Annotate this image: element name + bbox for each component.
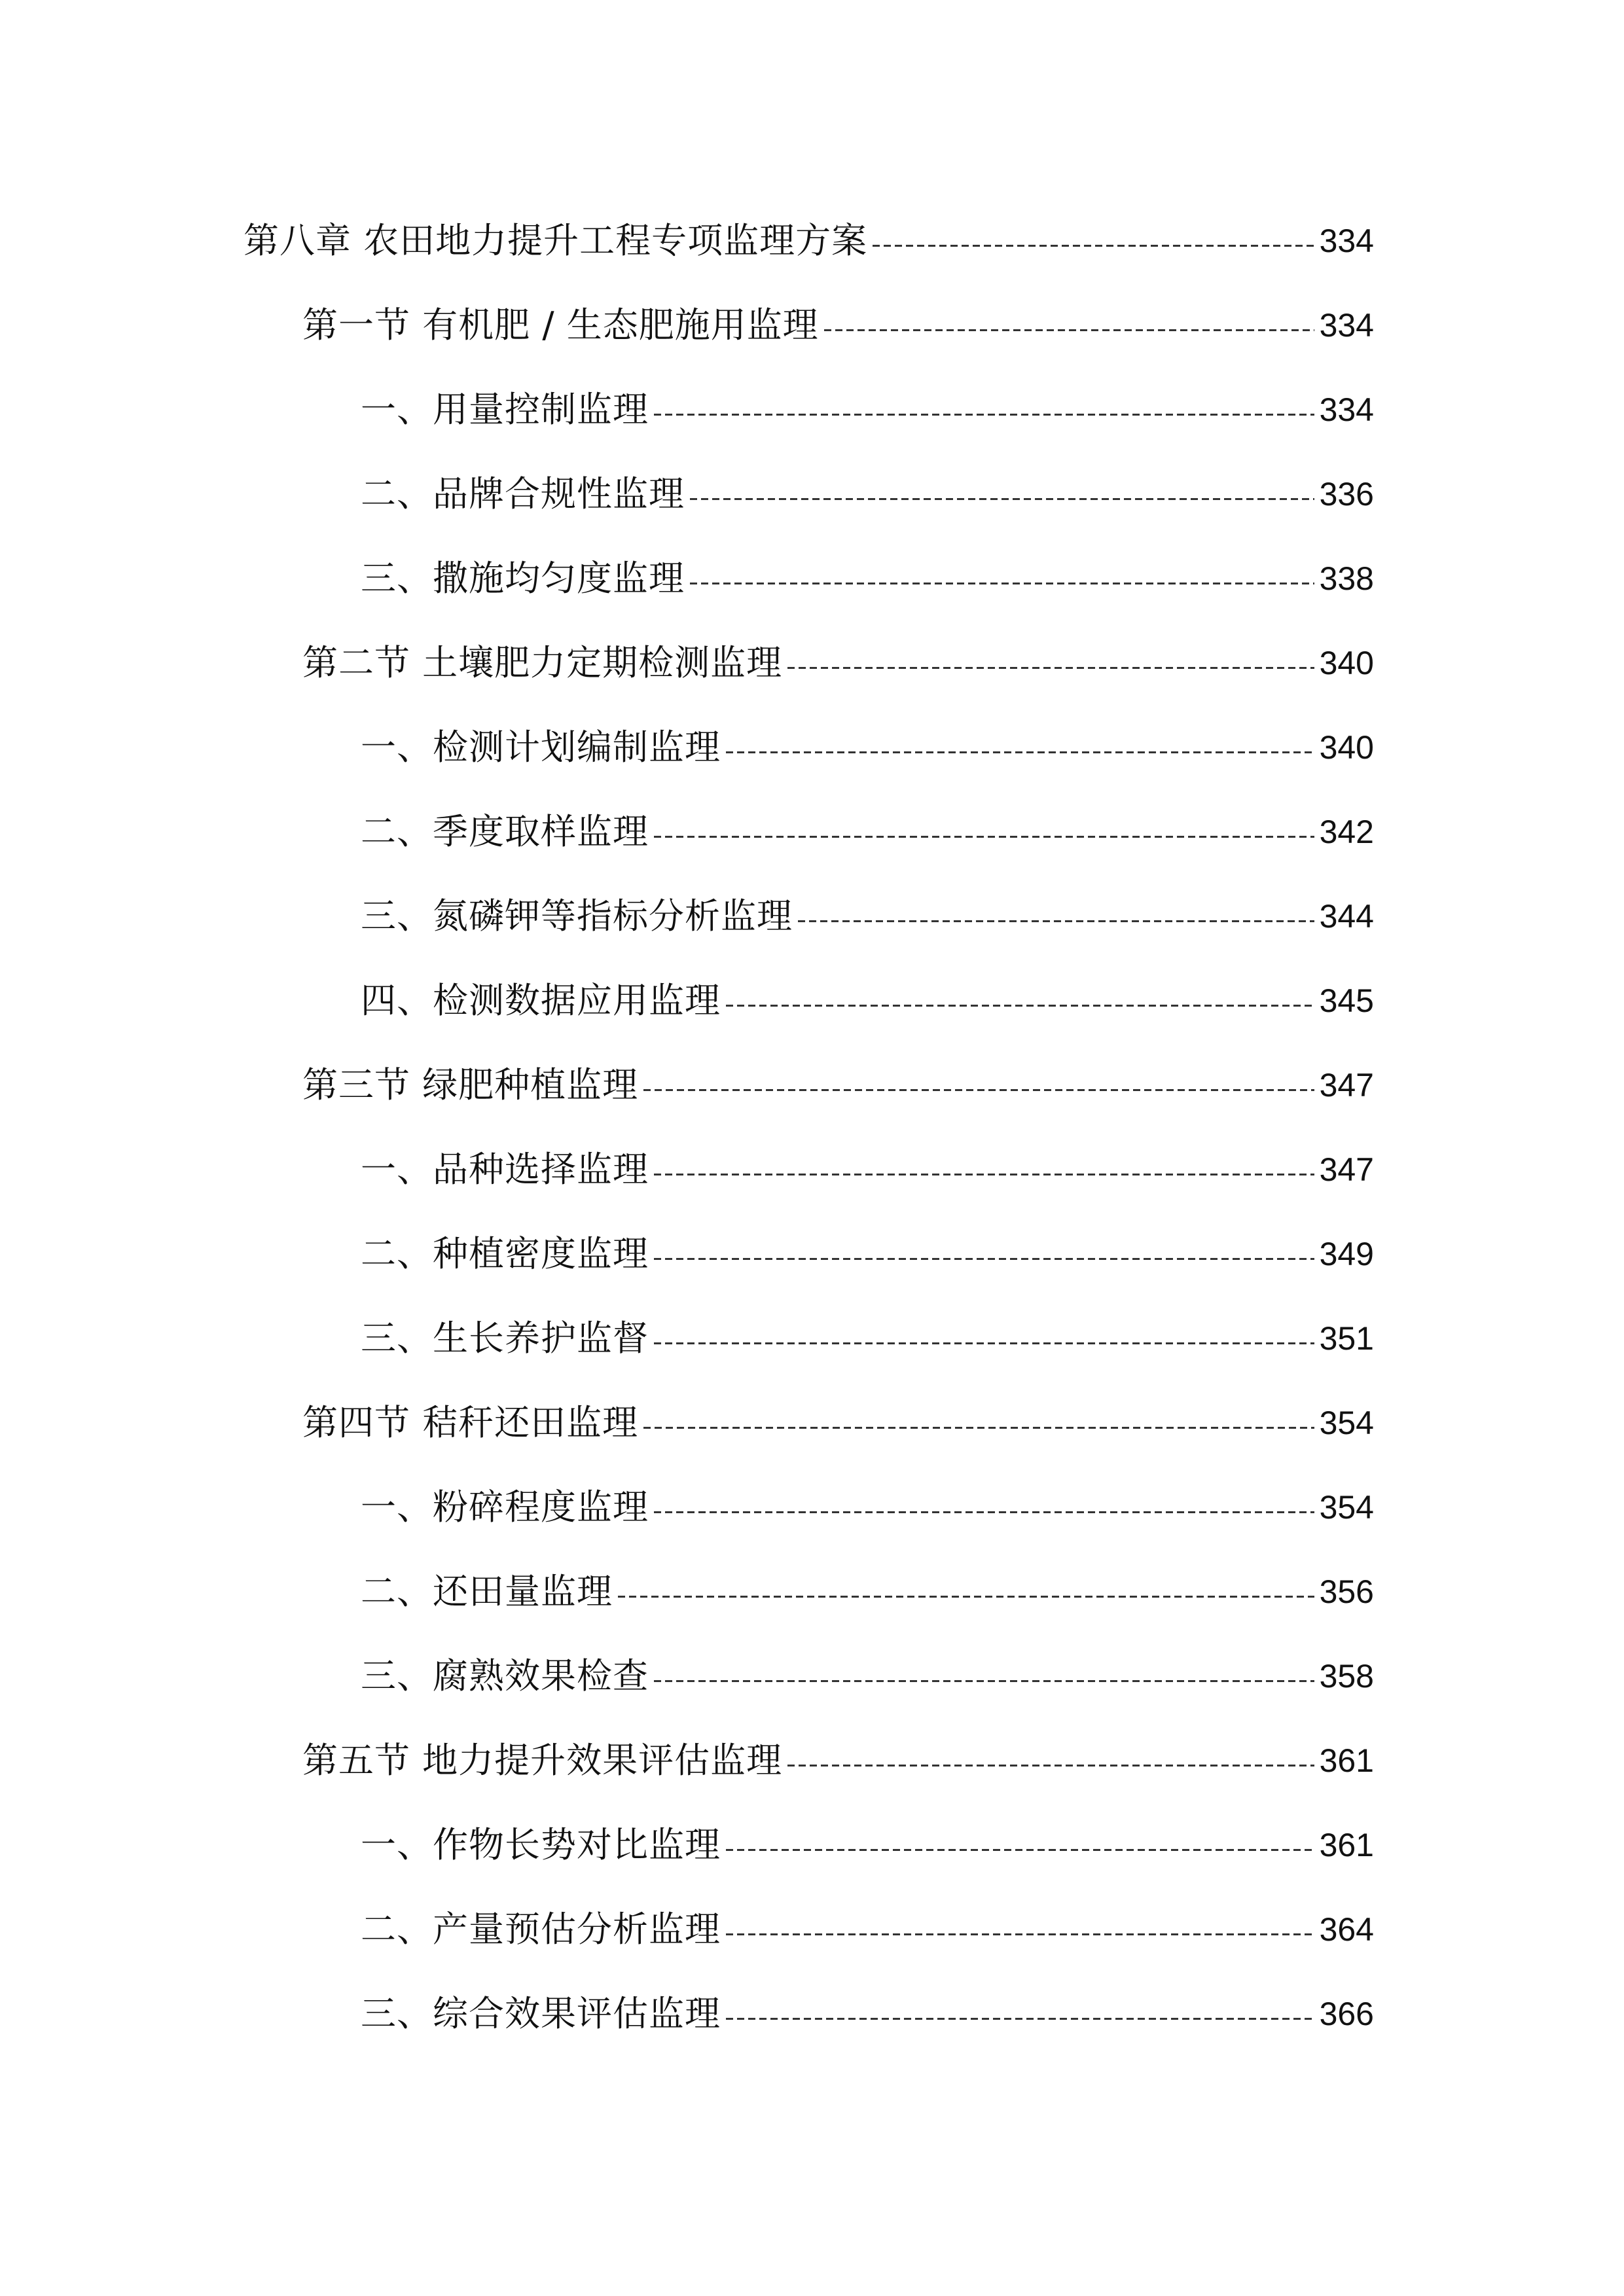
toc-entry-page-number: 334 [1319, 223, 1374, 259]
toc-entry-label: 第一节 有机肥 / 生态肥施用监理 [302, 304, 819, 346]
toc-entry-section-2[interactable] [302, 637, 1374, 689]
toc-entry-subsection[interactable] [361, 1143, 1374, 1196]
toc-entry-subsection[interactable] [361, 721, 1374, 774]
toc-entry-subsection[interactable] [361, 1228, 1374, 1280]
dot-leader [654, 806, 1314, 858]
toc-entry-label: 三、氮磷钾等指标分析监理 [361, 895, 793, 937]
dot-leader [726, 721, 1314, 774]
toc-entry-label: 二、还田量监理 [361, 1571, 613, 1612]
dot-leader [654, 1143, 1314, 1196]
toc-entry-label: 一、品种选择监理 [361, 1149, 649, 1190]
toc-entry-page-number: 349 [1319, 1236, 1374, 1272]
toc-entry-subsection[interactable] [361, 384, 1374, 436]
dot-leader [654, 1228, 1314, 1280]
dot-leader [824, 299, 1314, 351]
toc-entry-label: 三、综合效果评估监理 [361, 1993, 721, 2034]
toc-entry-label: 第三节 绿肥种植监理 [302, 1064, 639, 1105]
dot-leader [873, 215, 1314, 267]
dot-leader [654, 1312, 1314, 1365]
toc-entry-chapter-8[interactable] [244, 215, 1374, 267]
dot-leader [798, 890, 1314, 942]
dot-leader [726, 1903, 1314, 1956]
dot-leader [690, 468, 1314, 520]
toc-entry-page-number: 361 [1319, 1827, 1374, 1863]
dot-leader [618, 1566, 1314, 1618]
toc-entry-page-number: 364 [1319, 1911, 1374, 1948]
toc-entry-subsection[interactable] [361, 806, 1374, 858]
toc-entry-subsection[interactable] [361, 1650, 1374, 1702]
toc-entry-label: 第五节 地力提升效果评估监理 [302, 1740, 783, 1781]
toc-entry-label: 二、产量预估分析监理 [361, 1909, 721, 1950]
toc-entry-label: 二、季度取样监理 [361, 811, 649, 852]
toc-entry-label: 一、检测计划编制监理 [361, 726, 721, 768]
toc-entry-label: 一、作物长势对比监理 [361, 1824, 721, 1865]
toc-entry-section-4[interactable] [302, 1397, 1374, 1449]
toc-entry-page-number: 358 [1319, 1658, 1374, 1695]
toc-entry-label: 二、品牌合规性监理 [361, 473, 685, 514]
toc-entry-page-number: 338 [1319, 560, 1374, 597]
toc-entry-page-number: 334 [1319, 391, 1374, 428]
dot-leader [726, 1988, 1314, 2040]
toc-entry-label: 一、粉碎程度监理 [361, 1486, 649, 1528]
toc-entry-label: 三、生长养护监督 [361, 1318, 649, 1359]
toc-entry-section-3[interactable] [302, 1059, 1374, 1111]
toc-entry-subsection[interactable] [361, 1988, 1374, 2040]
toc-entry-subsection[interactable] [361, 1312, 1374, 1365]
toc-entry-page-number: 340 [1319, 729, 1374, 766]
dot-leader [726, 1819, 1314, 1871]
toc-entry-page-number: 342 [1319, 814, 1374, 850]
toc-entry-subsection[interactable] [361, 890, 1374, 942]
toc-entry-page-number: 334 [1319, 307, 1374, 344]
toc-entry-page-number: 361 [1319, 1742, 1374, 1779]
toc-entry-page-number: 354 [1319, 1489, 1374, 1526]
toc-entry-section-1[interactable] [302, 299, 1374, 351]
toc-entry-subsection[interactable] [361, 1903, 1374, 1956]
toc-entry-subsection[interactable] [361, 1819, 1374, 1871]
toc-entry-label: 第四节 秸秆还田监理 [302, 1402, 639, 1443]
toc-entry-subsection[interactable] [361, 975, 1374, 1027]
toc-entry-label: 三、腐熟效果检查 [361, 1655, 649, 1696]
toc-entry-subsection[interactable] [361, 552, 1374, 605]
toc-entry-page-number: 351 [1319, 1320, 1374, 1357]
toc-entry-page-number: 354 [1319, 1405, 1374, 1441]
dot-leader [654, 1650, 1314, 1702]
toc-entry-page-number: 345 [1319, 982, 1374, 1019]
toc-entry-page-number: 356 [1319, 1573, 1374, 1610]
dot-leader [787, 637, 1314, 689]
toc-entry-subsection[interactable] [361, 1481, 1374, 1534]
toc-entry-label: 一、用量控制监理 [361, 389, 649, 430]
toc-entry-page-number: 366 [1319, 1996, 1374, 2032]
toc-entry-page-number: 340 [1319, 645, 1374, 681]
toc-entry-section-5[interactable] [302, 1734, 1374, 1787]
toc-entry-page-number: 347 [1319, 1151, 1374, 1188]
toc-entry-label: 第八章 农田地力提升工程专项监理方案 [244, 220, 868, 261]
dot-leader [643, 1397, 1314, 1449]
toc-entry-subsection[interactable] [361, 468, 1374, 520]
toc-entry-page-number: 344 [1319, 898, 1374, 935]
toc-entry-label: 四、检测数据应用监理 [361, 980, 721, 1021]
toc-entry-page-number: 347 [1319, 1067, 1374, 1103]
toc-entry-label: 第二节 土壤肥力定期检测监理 [302, 642, 783, 683]
toc-entry-label: 二、种植密度监理 [361, 1233, 649, 1274]
dot-leader [643, 1059, 1314, 1111]
dot-leader [654, 384, 1314, 436]
toc-entry-subsection[interactable] [361, 1566, 1374, 1618]
dot-leader [654, 1481, 1314, 1534]
dot-leader [690, 552, 1314, 605]
dot-leader [787, 1734, 1314, 1787]
dot-leader [726, 975, 1314, 1027]
toc-entry-label: 三、撒施均匀度监理 [361, 558, 685, 599]
toc-entry-page-number: 336 [1319, 476, 1374, 512]
